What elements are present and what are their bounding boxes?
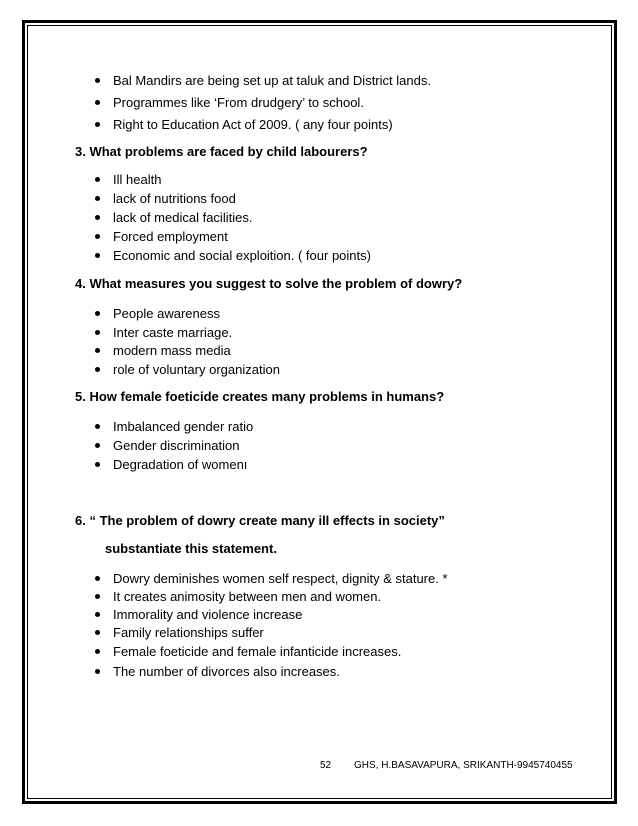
bullet-icon [95, 576, 100, 581]
question-heading: 5. How female foeticide creates many problems in humans? [75, 389, 445, 404]
bullet-icon [95, 100, 100, 105]
bullet-icon [95, 234, 100, 239]
bullet-icon [95, 612, 100, 617]
bullet-icon [95, 196, 100, 201]
bullet-icon [95, 367, 100, 372]
question-heading: 3. What problems are faced by child labourers? [75, 144, 368, 159]
bullet-icon [95, 330, 100, 335]
page-number: 52 [320, 760, 332, 771]
document-content: Bal Mandirs are being set up at taluk and District lands. Programmes like ‘From drudgery’ to school. Right to Education Act of 2009. ( any four points) 3. What problems are faced by child labourers? Ill health lack of nutritions food lack of medical facilities. Forced employment Economic and social exploition. ( four points) 4. What measures you suggest to solve the problem of dowry? People awareness Inter caste marriage. modern mass media role of voluntary organization 5. How female foeticide creates many problems in humans? Imbalanced gender ratio Gender discrimination Degradation of womenı 6. “ The problem of dowry create many ill effects in society” substantiate this statement. Dowry deminishes women self respect, dignity & stature. * It creates animosity between men and women. Immorality and violence increase Family relationships suffer Female foeticide and female infanticide increases. The number of divorces also increases. 52 GHS, H.BASAVAPURA, SRIKANTH-9945740455 [75, 73, 573, 771]
bullet-icon [95, 669, 100, 674]
bullet-icon [95, 424, 100, 429]
bullet-icon [95, 177, 100, 182]
bullet-icon [95, 443, 100, 448]
question-heading: 4. What measures you suggest to solve the problem of dowry? [75, 276, 463, 291]
bullet-icon [95, 253, 100, 258]
bullet-icon [95, 311, 100, 316]
bullet-icon [95, 122, 100, 127]
bullet-icon [95, 348, 100, 353]
question-heading: 6. “ The problem of dowry create many ill effects in society” [75, 513, 445, 528]
bullet-icon [95, 630, 100, 635]
bullet-icon [95, 78, 100, 83]
footer-credit: GHS, H.BASAVAPURA, SRIKANTH-9945740455 [354, 760, 573, 771]
question-heading-continued: substantiate this statement. [105, 541, 277, 556]
bullet-icon [95, 215, 100, 220]
bullet-icon [95, 594, 100, 599]
bullet-icon [95, 649, 100, 654]
bullet-icon [95, 462, 100, 467]
